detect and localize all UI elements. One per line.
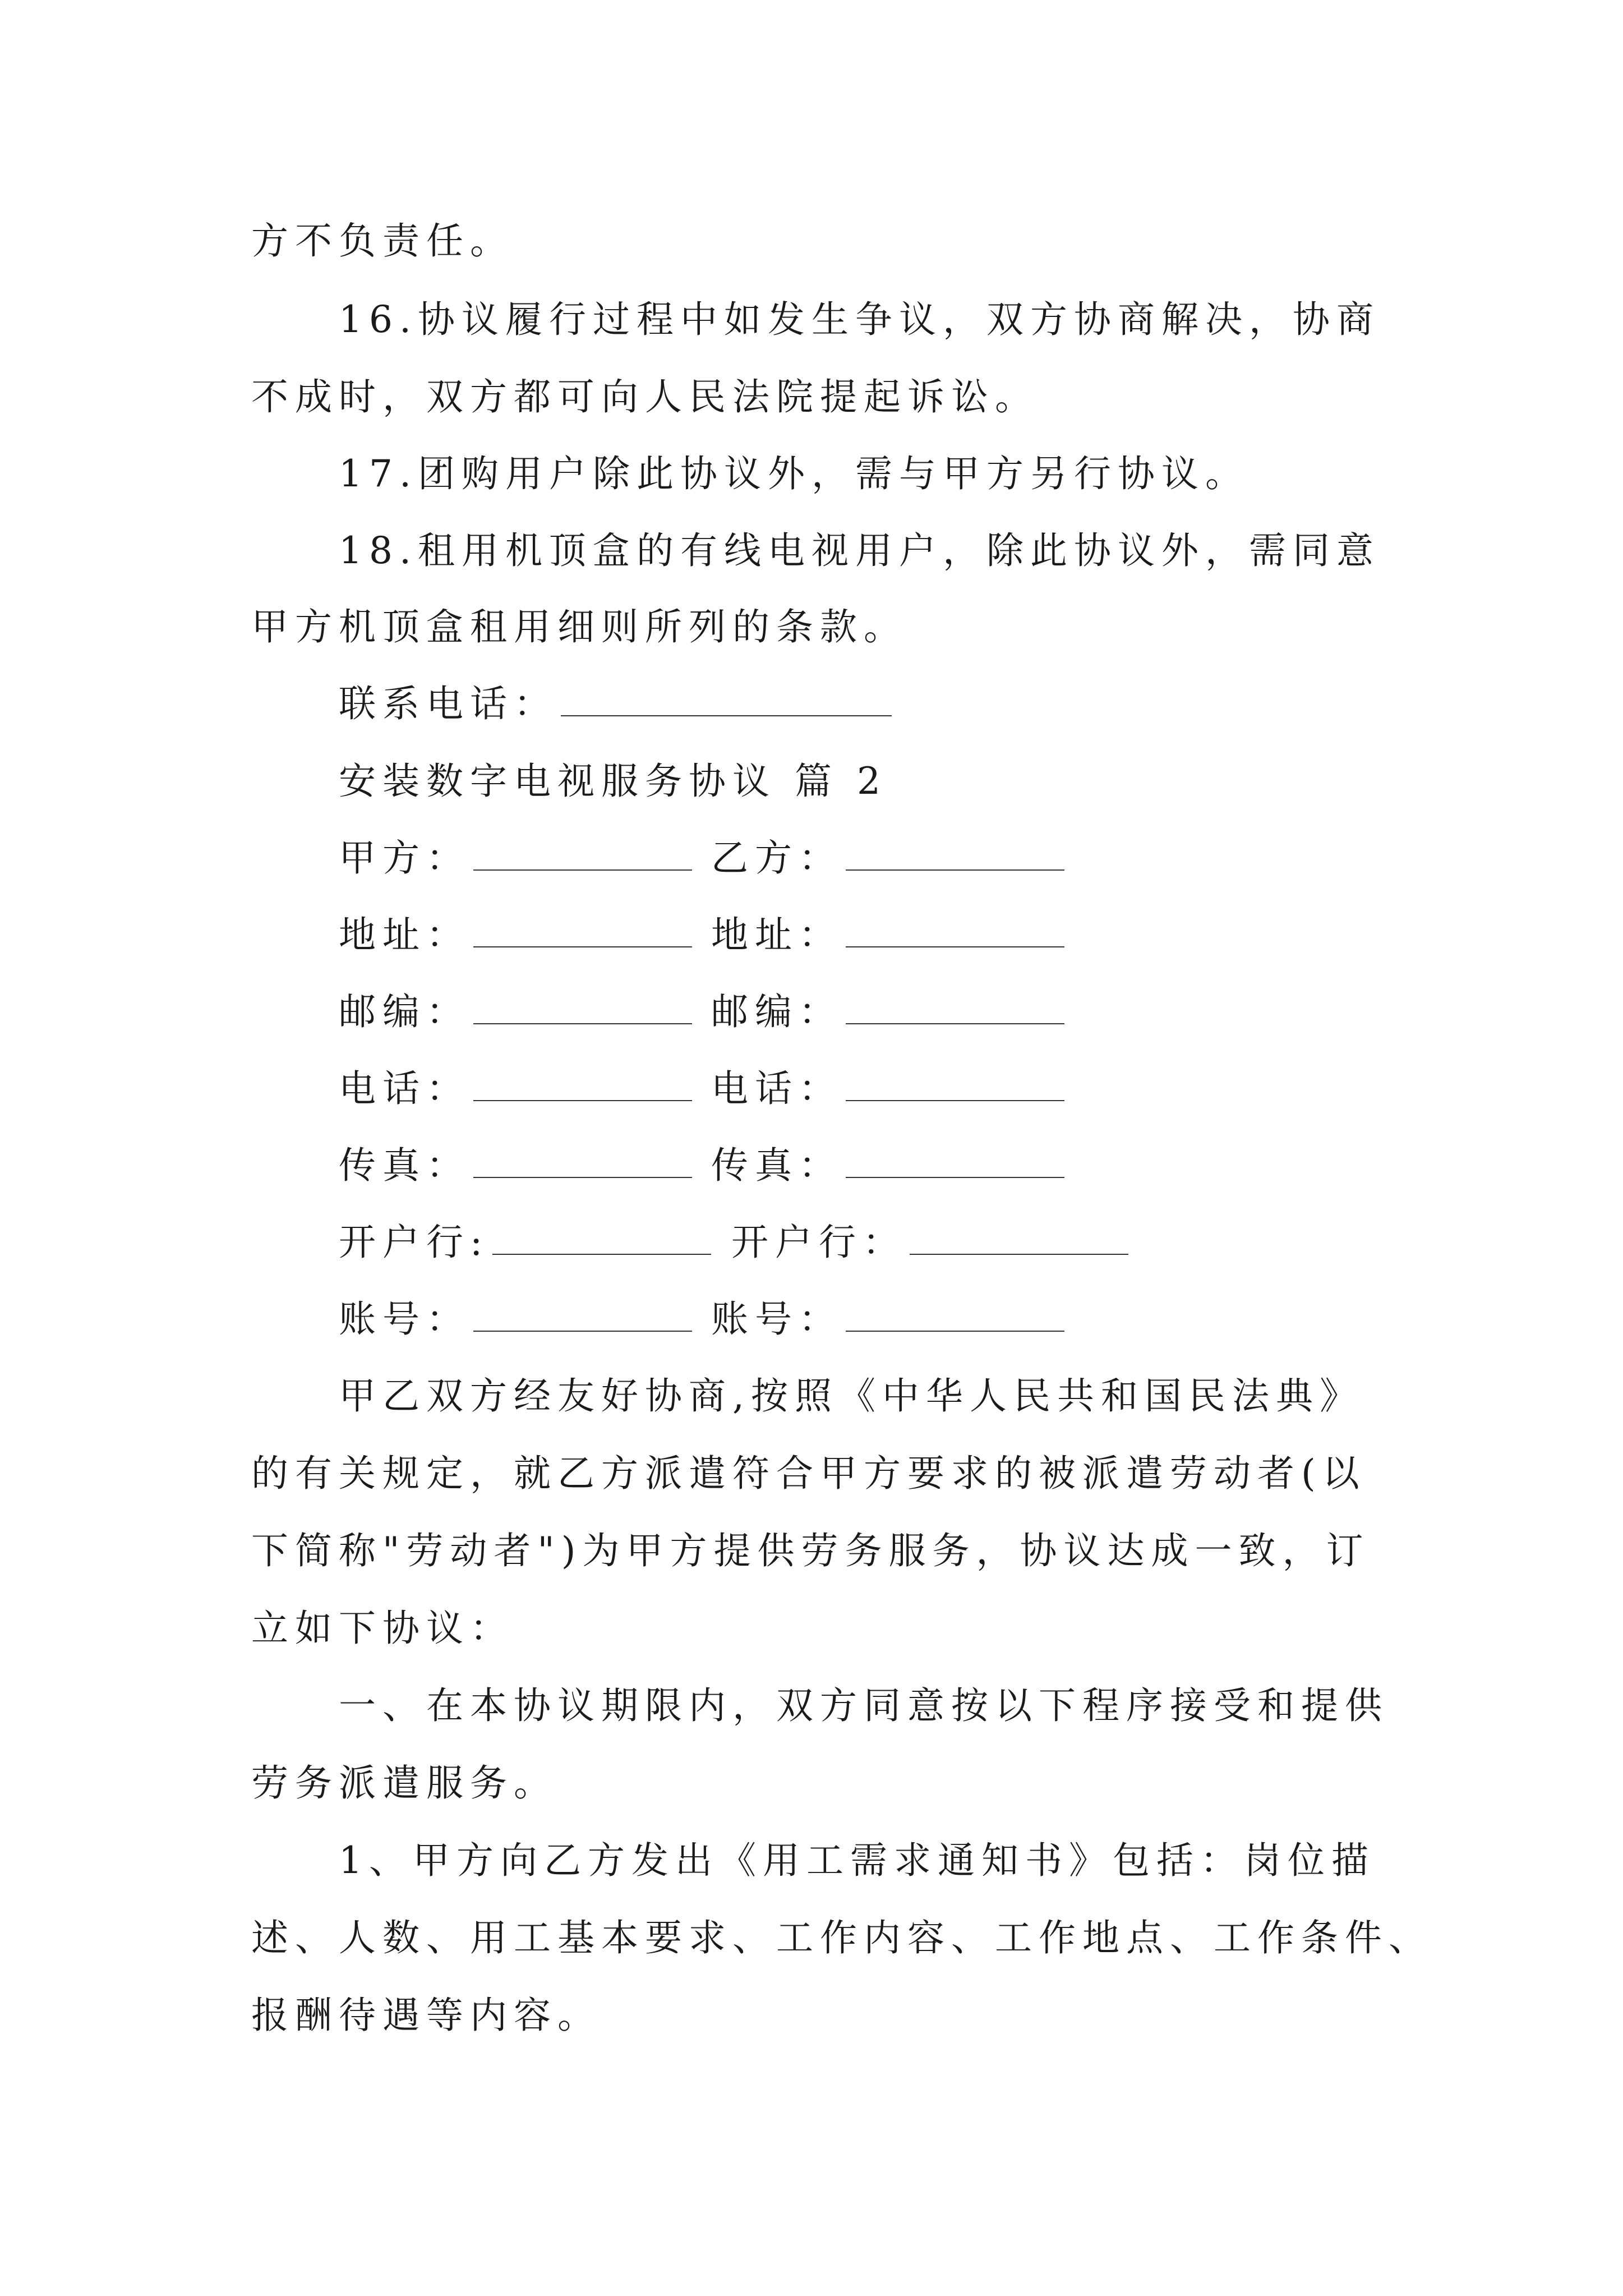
field-blank-right (846, 913, 1064, 947)
field-label-left: 账号： (339, 1297, 470, 1341)
field-label-right: 乙方： (711, 836, 842, 880)
field-blank-right (846, 1297, 1064, 1332)
contact-phone-label: 联系电话： (339, 682, 557, 725)
field-label-left: 开户行: (339, 1221, 490, 1264)
field-row-postcode (339, 987, 842, 1037)
field-label-right: 电话： (711, 1067, 842, 1110)
field-label-left: 甲方： (339, 836, 470, 880)
field-blank-left (473, 1297, 692, 1332)
contact-phone-row (339, 679, 892, 729)
field-row-party (339, 833, 842, 884)
paragraph-line: 不成时，双方都可向人民法院提起诉讼。 (251, 375, 1039, 418)
field-label-right: 账号： (711, 1297, 842, 1341)
field-row-phone (339, 1064, 842, 1114)
field-label-right: 传真： (711, 1144, 842, 1187)
field-label-right: 开户行： (731, 1221, 906, 1264)
field-blank-right (846, 836, 1064, 871)
field-label-right: 邮编： (711, 990, 842, 1033)
paragraph-line: 下简称"劳动者")为甲方提供劳务服务，协议达成一致，订 (251, 1529, 1370, 1572)
field-blank-left (492, 1220, 711, 1255)
paragraph-line: 1、甲方向乙方发出《用工需求通知书》包括：岗位描 (339, 1839, 1375, 1882)
field-label-left: 邮编： (339, 990, 470, 1033)
field-blank-left (473, 1066, 692, 1101)
paragraph-line: 报酬待遇等内容。 (251, 1994, 601, 2037)
paragraph-line: 16.协议履行过程中如发生争议，双方协商解决，协商 (339, 298, 1380, 341)
field-label-left: 传真： (339, 1144, 470, 1187)
paragraph-line: 方不负责任。 (251, 219, 514, 263)
field-row-address (339, 910, 842, 960)
field-blank-right (910, 1220, 1128, 1255)
paragraph-line: 立如下协议： (251, 1607, 514, 1650)
field-blank-left (473, 990, 692, 1024)
paragraph-line: 一、在本协议期限内，双方同意按以下程序接受和提供 (339, 1684, 1389, 1727)
field-row-account (339, 1294, 842, 1345)
field-blank-left (473, 913, 692, 947)
field-label-left: 电话： (339, 1067, 470, 1110)
field-blank-left (473, 1143, 692, 1178)
field-row-fax (339, 1140, 842, 1191)
contact-phone-blank (561, 682, 892, 716)
paragraph-line: 的有关规定，就乙方派遣符合甲方要求的被派遣劳动者(以 (251, 1452, 1366, 1495)
paragraph-line: 甲乙双方经友好协商,按照《中华人民共和国民法典》 (339, 1374, 1363, 1418)
field-blank-right (846, 990, 1064, 1024)
field-blank-right (846, 1143, 1064, 1178)
field-blank-left (473, 836, 692, 871)
paragraph-line: 甲方机顶盒租用细则所列的条款。 (251, 605, 907, 648)
paragraph-line: 17.团购用户除此协议外，需与甲方另行协议。 (339, 452, 1249, 495)
field-row-bank (339, 1217, 906, 1268)
section-title: 安装数字电视服务协议 篇 2 (339, 760, 887, 803)
paragraph-line: 述、人数、用工基本要求、工作内容、工作地点、工作条件、 (251, 1916, 1432, 1959)
paragraph-line: 劳务派遣服务。 (251, 1761, 557, 1805)
field-blank-right (846, 1066, 1064, 1101)
field-label-right: 地址： (711, 913, 842, 956)
paragraph-line: 18.租用机顶盒的有线电视用户，除此协议外，需同意 (339, 529, 1380, 572)
field-label-left: 地址： (339, 913, 470, 956)
